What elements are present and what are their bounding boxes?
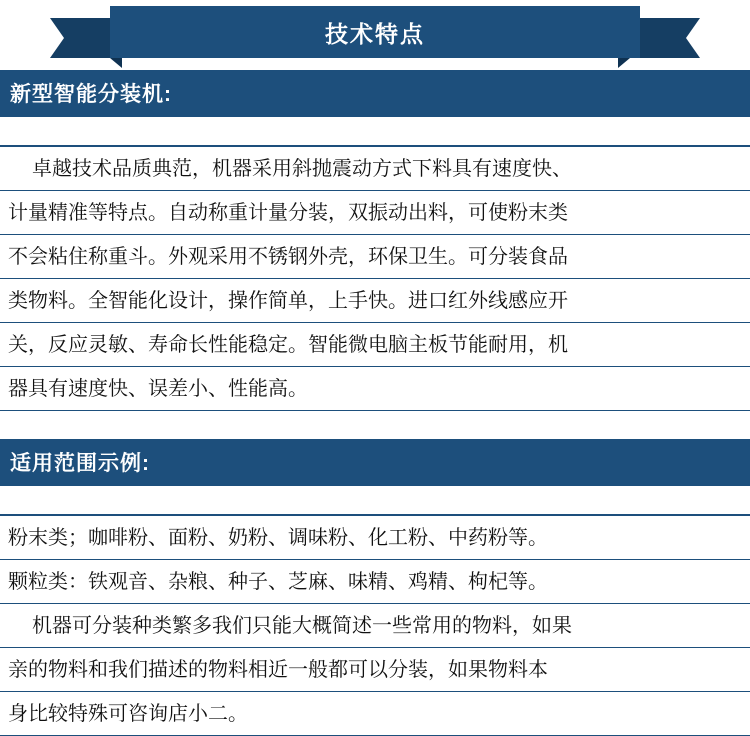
section-heading-scope: 适用范围示例: (0, 439, 750, 486)
banner (0, 0, 750, 70)
ribbon-inner (110, 6, 640, 58)
ribbon-fold-left (110, 58, 122, 68)
ribbon-tail-left (50, 18, 112, 58)
spacer (0, 486, 750, 514)
text-line: 颗粒类：铁观音、杂粮、种子、芝麻、味精、鸡精、枸杞等。 (0, 560, 750, 604)
spacer (0, 411, 750, 439)
ribbon-banner (110, 6, 640, 58)
text-line: 类物料。全智能化设计，操作简单，上手快。进口红外线感应开 (0, 279, 750, 323)
section-body-machine (0, 145, 750, 411)
text-line: 粉末类；咖啡粉、面粉、奶粉、调味粉、化工粉、中药粉等。 (0, 516, 750, 560)
text-line: 身比较特殊可咨询店小二。 (0, 692, 750, 736)
text-line: 卓越技术品质典范，机器采用斜抛震动方式下料具有速度快、 (0, 147, 750, 191)
text-line: 关，反应灵敏、寿命长性能稳定。智能微电脑主板节能耐用，机 (0, 323, 750, 367)
text-line: 计量精准等特点。自动称重计量分装，双振动出料，可使粉末类 (0, 191, 750, 235)
spacer (0, 117, 750, 145)
banner-title: 技术特点 (325, 20, 425, 47)
text-line: 机器可分装种类繁多我们只能大概简述一些常用的物料，如果 (0, 604, 750, 648)
ribbon-tail-right (638, 18, 700, 58)
section-body-scope (0, 514, 750, 736)
text-line: 不会粘住称重斗。外观采用不锈钢外壳，环保卫生。可分装食品 (0, 235, 750, 279)
ribbon-fold-right (618, 58, 630, 68)
text-line: 器具有速度快、误差小、性能高。 (0, 367, 750, 411)
text-line: 亲的物料和我们描述的物料相近一般都可以分装，如果物料本 (0, 648, 750, 692)
section-heading-machine: 新型智能分装机: (0, 70, 750, 117)
